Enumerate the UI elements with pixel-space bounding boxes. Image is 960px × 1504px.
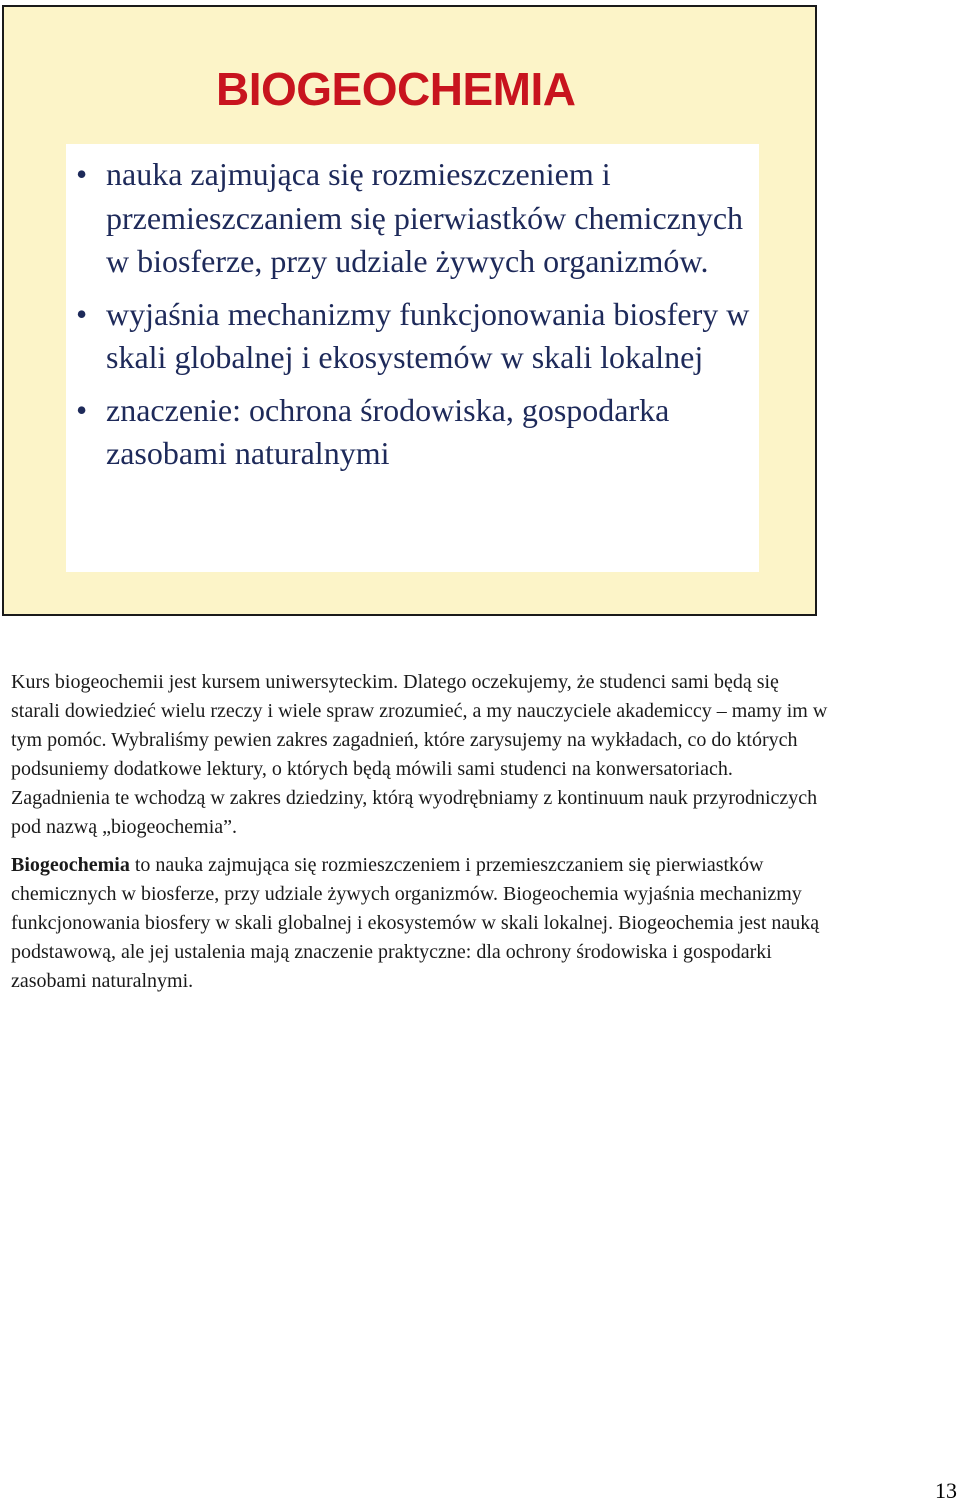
lecture-notes <box>11 668 831 1005</box>
slide-content-box <box>66 144 759 572</box>
bullet-text: nauka zajmująca się rozmieszczeniem i przemieszczaniem się pierwiastków chemicznych w biosferze, przy udziale żywych organizmów. <box>106 156 744 279</box>
definition-term: Biogeochemia <box>11 854 130 876</box>
page-number: 13 <box>935 1478 957 1503</box>
bullet-item-mechanisms <box>66 293 759 380</box>
bullet-text: znaczenie: ochrona środowiska, gospodarka zasobami naturalnymi <box>106 391 670 471</box>
bullet-list <box>66 153 759 485</box>
bullet-icon: • <box>76 391 88 428</box>
bullet-icon: • <box>76 295 88 332</box>
bullet-item-definition <box>66 153 759 284</box>
bullet-text: wyjaśnia mechanizmy funkcjonowania biosfery w skali globalnej i ekosystemów w skali lokalnej <box>106 295 750 375</box>
notes-paragraph-intro: Kurs biogeochemii jest kursem uniwersyteckim. Dlatego oczekujemy, że studenci sami będą się starali dowiedzieć wielu rzeczy i wiele spraw zrozumieć, a my nauczyciele akademiccy – mamy im w tym pomóc. Wybraliśmy pewien zakres zagadnień, które zarysujemy na wykładach, co do których podsuniemy dodatkowe lektury, o których będą mówili sami studenci na konwersatoriach. Zagadnienia te wchodzą w zakres dziedziny, którą wyodrębniamy z kontinuum nauk przyrodniczych pod nazwą „biogeochemia”. <box>11 671 828 838</box>
bullet-icon: • <box>76 156 88 192</box>
bullet-item-significance <box>66 389 759 476</box>
slide-title: BIOGEOCHEMIA <box>216 63 576 115</box>
notes-paragraph-definition <box>11 851 831 996</box>
slide-frame <box>2 5 817 616</box>
definition-text: to nauka zajmująca się rozmieszczeniem i przemieszczaniem się pierwiastków chemicznych w biosferze, przy udziale żywych organizmów. Biogeochemia wyjaśnia mechanizmy funkcjonowania biosfery w skali globalnej i ekosystemów w skali lokalnej. Biogeochemia jest nauką podstawową, ale jej ustalenia mają znaczenie praktyczne: dla ochrony środowiska i gospodarki zasobami naturalnymi. <box>11 854 820 992</box>
